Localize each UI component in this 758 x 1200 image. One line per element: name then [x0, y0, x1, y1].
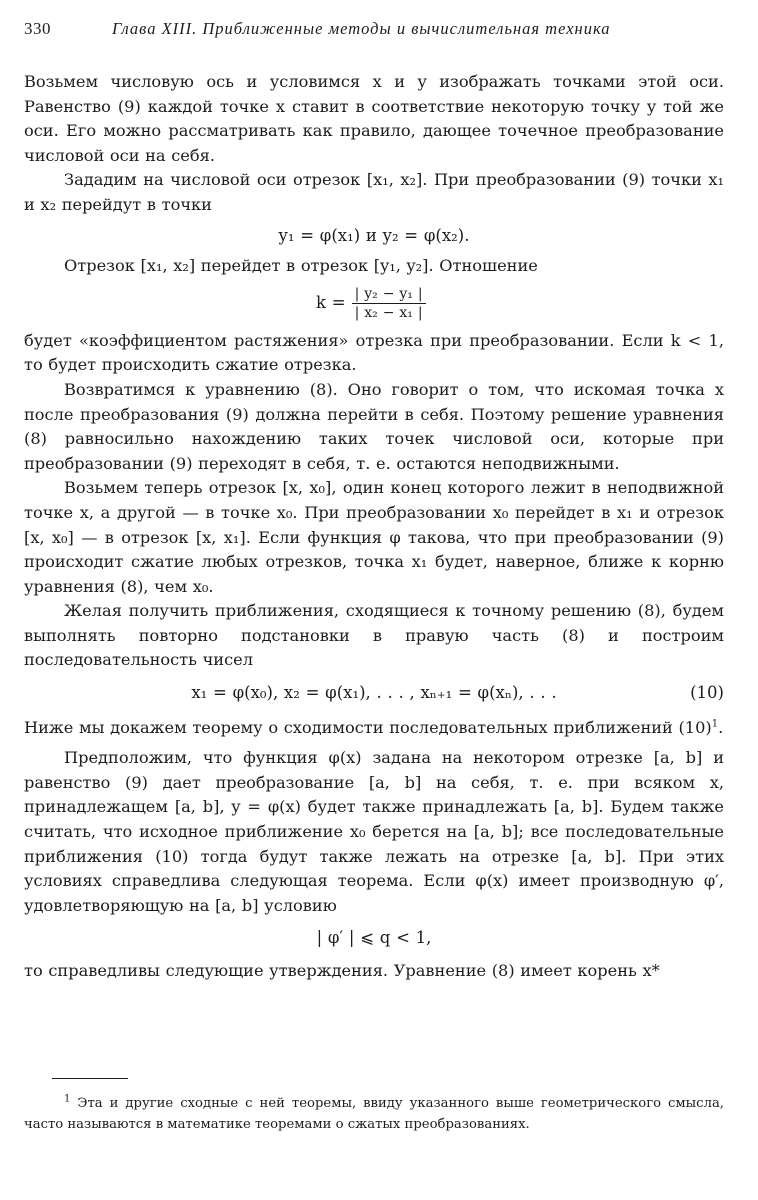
fraction	[352, 285, 426, 322]
footnote-mark: 1	[64, 1093, 71, 1105]
paragraph-ratio: Отрезок [x₁, x₂] перейдет в отрезок [y₁, y₂]. Отношение	[64, 256, 538, 276]
footnote-reference: 1	[711, 718, 719, 730]
paragraph-stretch: будет «коэффициентом растяжения» отрезка при преобразовании. Если k < 1, то будет происходить сжатие отрезка.	[24, 330, 724, 375]
paragraph-statements: то справедливы следующие утверждения. Уравнение (8) имеет корень x*	[24, 961, 660, 980]
formula-derivative-condition: | φ′ | ⩽ q < 1,	[316, 928, 432, 948]
formula-sequence	[24, 681, 724, 706]
book-page	[24, 14, 724, 1132]
theorem-intro-text: Ниже мы докажем теорему о сходимости последовательных приближений (10)	[24, 717, 712, 737]
equation-number: (10)	[690, 683, 724, 703]
fraction-lhs: k =	[316, 293, 346, 313]
formula-endpoints: y₁ = φ(x₁) и y₂ = φ(x₂).	[278, 225, 470, 245]
formula-stretch-coefficient	[24, 279, 724, 329]
main-text	[24, 70, 724, 984]
theorem-intro-end: .	[718, 717, 724, 737]
formula-sequence-body: x₁ = φ(x₀), x₂ = φ(x₁), . . . , xₙ₊₁ = φ(xₙ), . . .	[191, 683, 557, 703]
page-number: 330	[24, 19, 51, 38]
paragraph-theorem-intro	[24, 716, 724, 741]
fraction-denominator: | x₂ − x₁ |	[354, 305, 423, 322]
paragraph-fixed-points: Возвратимся к уравнению (8). Оно говорит о том, что искомая точка x после преобразования (9) должна перейти в себя. Поэтому решение уравнения (8) равносильно нахождению таких точек числовой оси, которые при преобразовании (9) переходят в себя, т. е. остаются неподвижными.	[24, 379, 724, 473]
footnote-text: Эта и другие сходные с ней теоремы, ввиду указанного выше геометрического смысла, часто называются в математике теоремами о сжатых преобразованиях.	[24, 1096, 724, 1132]
page-header	[24, 14, 724, 44]
fraction-numerator: | y₂ − y₁ |	[352, 285, 426, 304]
footnote-divider	[52, 1078, 128, 1079]
paragraph-contraction: Возьмем теперь отрезок [x, x₀], один конец которого лежит в неподвижной точке x, а другой — в точке x₀. При преобразовании x₀ перейдет в x₁ и отрезок [x, x₀] — в отрезок [x, x₁]. Если функция φ такова, что при преобразовании (9) происходит сжатие любых отрезков, точка x₁ будет, наверное, ближе к корню уравнения (8), чем x₀.	[24, 478, 724, 596]
paragraph-iterations: Желая получить приближения, сходящиеся к точному решению (8), будем выполнять повторно подстановки в правую часть (8) и построим последовательность чисел	[24, 601, 724, 670]
paragraph-assumption: Предположим, что функция φ(x) задана на некотором отрезке [a, b] и равенство (9) дает преобразование [a, b] на себя, т. е. при всяком x, принадлежащем [a, b], y = φ(x) будет также принадлежать [a, b]. Будем также считать, что исходное приближение x₀ берется на [a, b]; все последовательные приближения (10) тогда будут также лежать на отрезке [a, b]. При этих условиях справедлива следующая теорема. Если φ(x) имеет производную φ′, удовлетворяющую на [a, b] условию	[24, 748, 724, 915]
paragraph-numeric-axis: Возьмем числовую ось и условимся x и y изображать точками этой оси. Равенство (9) каждой точке x ставит в соответствие некоторую точку y той же оси. Его можно рассматривать как правило, дающее точечное преобразование числовой оси на себя.	[24, 72, 724, 165]
footnote	[24, 1094, 724, 1135]
paragraph-segment: Зададим на числовой оси отрезок [x₁, x₂]. При преобразовании (9) точки x₁ и x₂ перейдут в точки	[24, 170, 724, 214]
running-head: Глава XIII. Приближенные методы и вычислительная техника	[112, 19, 611, 38]
